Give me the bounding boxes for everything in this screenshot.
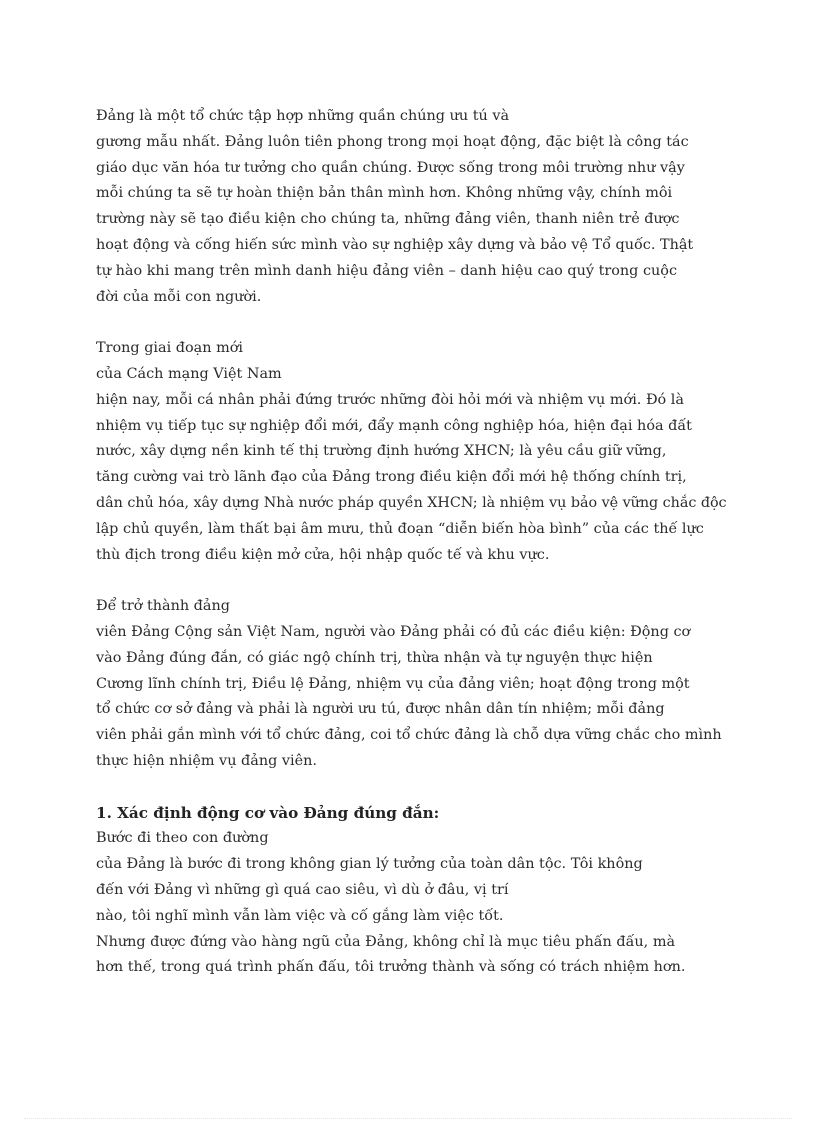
text-line: hoạt động và cống hiến sức mình vào sự nghiệp xây dựng và bảo vệ Tổ quốc. Thật [96,236,694,253]
text-line: viên phải gắn mình với tổ chức đảng, coi tổ chức đảng là chỗ dựa vững chắc cho mình [96,727,722,744]
text-line: nước, xây dựng nền kinh tế thị trường định hướng XHCN; là yêu cầu giữ vững, [96,443,667,460]
text-line: thù địch trong điều kiện mở cửa, hội nhập quốc tế và khu vực. [96,546,550,563]
text-line: hiện nay, mỗi cá nhân phải đứng trước những đòi hỏi mới và nhiệm vụ mới. Đó là [96,391,684,408]
paragraph-party-role [96,104,706,310]
section-heading: 1. Xác định động cơ vào Đảng đúng đắn: [96,803,440,822]
text-line: lập chủ quyền, làm thất bại âm mưu, thủ đoạn “diễn biến hòa bình” của các thế lực [96,520,704,537]
text-line: nào, tôi nghĩ mình vẫn làm việc và cố gắng làm việc tốt. [96,907,504,924]
paragraph-membership-conditions [96,594,722,775]
page-bottom-divider [24,1118,792,1119]
text-line: giáo dục văn hóa tư tưởng cho quần chúng. Được sống trong môi trường như vậy [96,159,685,176]
text-line: dân chủ hóa, xây dựng Nhà nước pháp quyền XHCN; là nhiệm vụ bảo vệ vững chắc độc [96,494,727,511]
text-line: Cương lĩnh chính trị, Điều lệ Đảng, nhiệm vụ của đảng viên; hoạt động trong một [96,675,690,692]
text-line: vào Đảng đúng đắn, có giác ngộ chính trị, thừa nhận và tự nguyện thực hiện [96,649,653,666]
paragraph-new-period [96,336,727,568]
text-line: nhiệm vụ tiếp tục sự nghiệp đổi mới, đẩy mạnh công nghiệp hóa, hiện đại hóa đất [96,417,692,434]
text-line: của Cách mạng Việt Nam [96,365,282,382]
document-body [96,104,727,981]
paragraph-spacer [96,310,706,336]
text-line: gương mẫu nhất. Đảng luôn tiên phong trong mọi hoạt động, đặc biệt là công tác [96,133,689,150]
text-line: đến với Đảng vì những gì quá cao siêu, vì dù ở đâu, vị trí [96,881,509,898]
text-line: tổ chức cơ sở đảng và phải là người ưu tú, được nhân dân tín nhiệm; mỗi đảng [96,701,665,718]
text-line: Đảng là một tổ chức tập hợp những quần chúng ưu tú và [96,108,510,124]
text-line: tăng cường vai trò lãnh đạo của Đảng trong điều kiện đổi mới hệ thống chính trị, [96,469,687,486]
text-line: hơn thế, trong quá trình phấn đấu, tôi trưởng thành và sống có trách nhiệm hơn. [96,959,686,976]
text-line: tự hào khi mang trên mình danh hiệu đảng viên – danh hiệu cao quý trong cuộc [96,262,678,279]
text-line: viên Đảng Cộng sản Việt Nam, người vào Đảng phải có đủ các điều kiện: Động cơ [96,623,691,640]
text-line: đời của mỗi con người. [96,288,262,305]
text-line: trường này sẽ tạo điều kiện cho chúng ta, những đảng viên, thanh niên trẻ được [96,211,680,228]
text-line: Bước đi theo con đường [96,830,269,847]
text-line: Để trở thành đảng [96,598,230,615]
paragraph-spacer [96,568,706,594]
text-line: của Đảng là bước đi trong không gian lý tưởng của toàn dân tộc. Tôi không [96,856,643,873]
section-motivation [96,801,706,982]
paragraph-spacer [96,775,706,801]
text-line: thực hiện nhiệm vụ đảng viên. [96,752,317,769]
text-line: Trong giai đoạn mới [96,340,243,357]
text-line: Nhưng được đứng vào hàng ngũ của Đảng, không chỉ là mục tiêu phấn đấu, mà [96,933,676,950]
text-line: mỗi chúng ta sẽ tự hoàn thiện bản thân mình hơn. Không những vậy, chính môi [96,185,673,202]
